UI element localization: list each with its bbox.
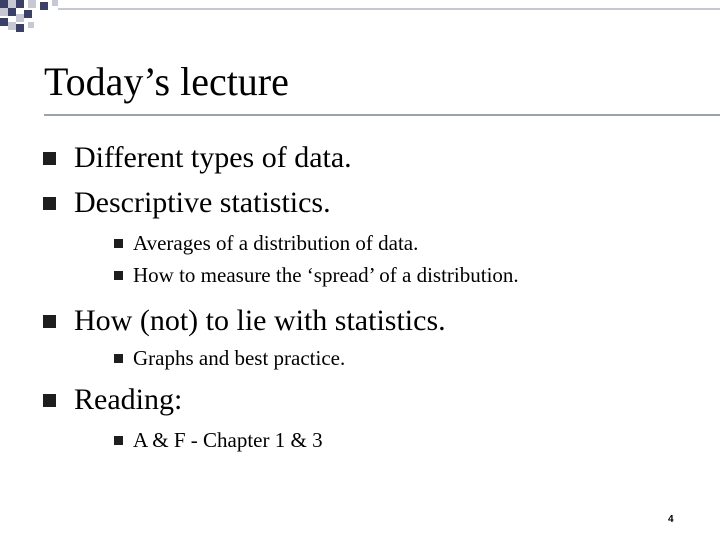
subbullet-reading-chapters: [133, 427, 323, 453]
square-bullet-icon: [114, 239, 123, 248]
slide-title: Today’s lecture: [44, 59, 289, 104]
square-bullet-icon: [114, 271, 123, 280]
bullet-reading: [74, 382, 182, 418]
header-checker-decoration: [0, 0, 720, 40]
subbullet-averages: [133, 230, 418, 256]
bullet-text: How (not) to lie with statistics.: [74, 304, 446, 337]
square-bullet-icon: [114, 354, 123, 363]
bullet-text: Descriptive statistics.: [74, 186, 331, 219]
subbullet-spread: [133, 262, 519, 288]
bullet-text: Graphs and best practice.: [133, 346, 346, 370]
bullet-text: How to measure the ‘spread’ of a distribution.: [133, 263, 519, 287]
bullet-text: A & F - Chapter 1 & 3: [133, 428, 323, 452]
square-bullet-icon: [43, 152, 56, 165]
bullet-text: Reading:: [74, 383, 183, 416]
bullet-different-types: [74, 140, 352, 176]
page-number: 4: [668, 514, 674, 525]
bullet-descriptive-statistics: [74, 185, 331, 221]
square-bullet-icon: [114, 436, 123, 445]
bullet-lie-with-statistics: [74, 303, 446, 339]
subbullet-graphs: [133, 345, 345, 371]
square-bullet-icon: [43, 394, 56, 407]
bullet-text: Averages of a distribution of data.: [133, 231, 419, 255]
square-bullet-icon: [43, 315, 56, 328]
bullet-text: Different types of data.: [74, 141, 352, 174]
square-bullet-icon: [43, 197, 56, 210]
title-divider: [44, 114, 720, 116]
